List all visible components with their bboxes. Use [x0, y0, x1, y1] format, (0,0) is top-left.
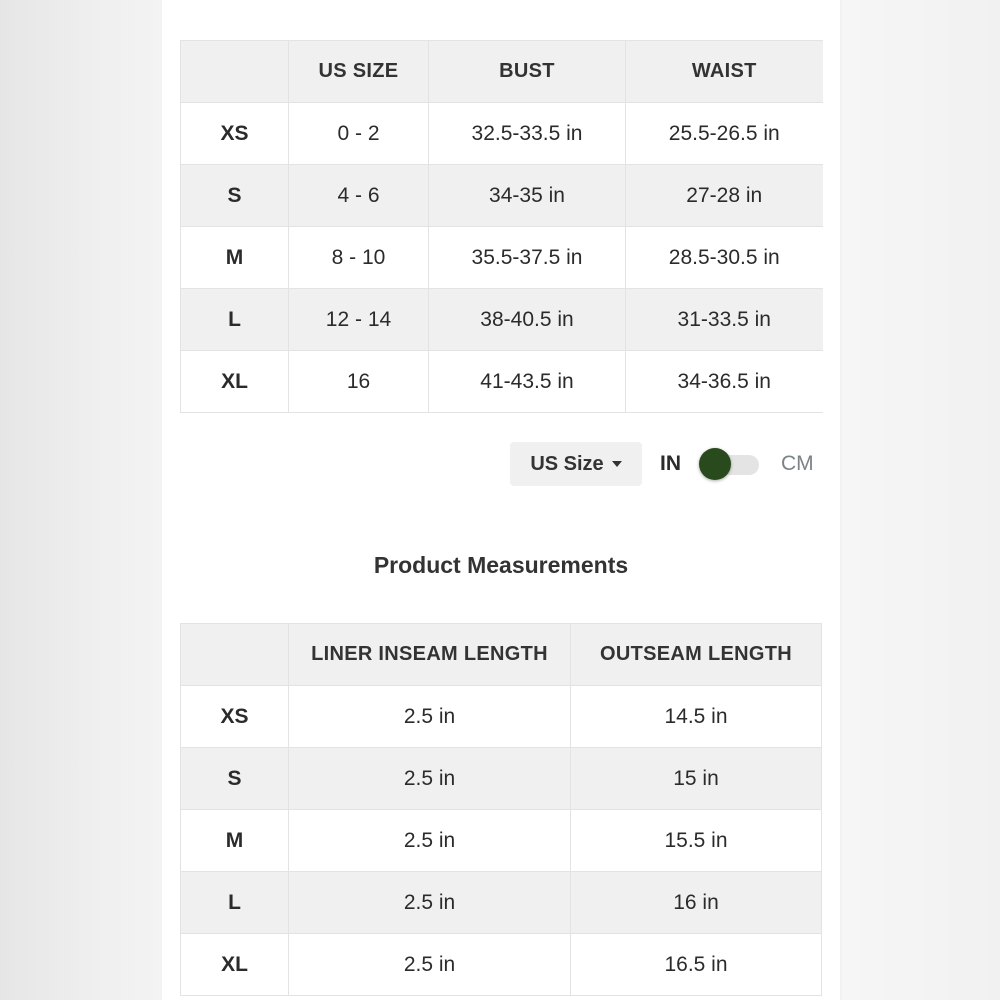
- table-row: [181, 686, 822, 748]
- waist-cell: 34-36.5 in: [626, 351, 823, 413]
- waist-cell: 31-33.5 in: [626, 289, 823, 351]
- size-label: XS: [181, 686, 289, 748]
- waist-cell: 28.5-30.5 in: [626, 227, 823, 289]
- liner-inseam-cell: 2.5 in: [289, 748, 571, 810]
- product-measurements-title: Product Measurements: [373, 552, 629, 578]
- us-size-cell: 4 - 6: [289, 165, 429, 227]
- size-label: L: [181, 289, 289, 351]
- liner-inseam-cell: 2.5 in: [289, 686, 571, 748]
- liner-inseam-cell: 2.5 in: [289, 934, 571, 996]
- header-cell-waist: WAIST: [626, 41, 823, 103]
- table-header-row: [181, 41, 823, 103]
- size-label: S: [181, 748, 289, 810]
- table-row: [181, 934, 822, 996]
- header-cell-liner-inseam: LINER INSEAM LENGTH: [289, 624, 571, 686]
- outseam-cell: 14.5 in: [571, 686, 822, 748]
- table-row: [181, 227, 823, 289]
- outseam-cell: 15 in: [571, 748, 822, 810]
- liner-inseam-cell: 2.5 in: [289, 872, 571, 934]
- size-label: S: [181, 165, 289, 227]
- outseam-cell: 16.5 in: [571, 934, 822, 996]
- us-size-cell: 16: [289, 351, 429, 413]
- table-row: [181, 289, 823, 351]
- size-label: M: [181, 810, 289, 872]
- table-row: [181, 872, 822, 934]
- bust-cell: 41-43.5 in: [429, 351, 626, 413]
- unit-toggle[interactable]: [699, 449, 759, 479]
- header-cell-blank: [181, 41, 289, 103]
- size-system-dropdown[interactable]: [510, 442, 642, 486]
- bust-cell: 35.5-37.5 in: [429, 227, 626, 289]
- bust-cell: 32.5-33.5 in: [429, 103, 626, 165]
- outseam-cell: 15.5 in: [571, 810, 822, 872]
- outseam-cell: 16 in: [571, 872, 822, 934]
- table-row: [181, 810, 822, 872]
- table-row: [181, 748, 822, 810]
- size-system-label: US Size: [530, 452, 604, 475]
- table-row: [181, 103, 823, 165]
- toggle-knob[interactable]: [699, 448, 731, 480]
- waist-cell: 25.5-26.5 in: [626, 103, 823, 165]
- background-left: [0, 0, 160, 1000]
- caret-down-icon: [612, 461, 622, 467]
- waist-cell: 27-28 in: [626, 165, 823, 227]
- unit-in-label: IN: [660, 452, 681, 475]
- background-right: [842, 0, 1000, 1000]
- unit-cm-label: CM: [781, 452, 814, 475]
- size-label: XL: [181, 351, 289, 413]
- table-header-row: [181, 624, 822, 686]
- table-row: [181, 165, 823, 227]
- product-measurements-table: [180, 623, 822, 996]
- header-cell-outseam: OUTSEAM LENGTH: [571, 624, 822, 686]
- us-size-cell: 8 - 10: [289, 227, 429, 289]
- us-size-cell: 0 - 2: [289, 103, 429, 165]
- table-row: [181, 351, 823, 413]
- header-cell-us-size: US SIZE: [289, 41, 429, 103]
- unit-controls: [510, 442, 814, 486]
- size-label: M: [181, 227, 289, 289]
- bust-cell: 38-40.5 in: [429, 289, 626, 351]
- liner-inseam-cell: 2.5 in: [289, 810, 571, 872]
- size-label: XL: [181, 934, 289, 996]
- us-size-cell: 12 - 14: [289, 289, 429, 351]
- size-chart-table: [180, 40, 823, 413]
- size-label: L: [181, 872, 289, 934]
- size-label: XS: [181, 103, 289, 165]
- bust-cell: 34-35 in: [429, 165, 626, 227]
- header-cell-blank: [181, 624, 289, 686]
- header-cell-bust: BUST: [429, 41, 626, 103]
